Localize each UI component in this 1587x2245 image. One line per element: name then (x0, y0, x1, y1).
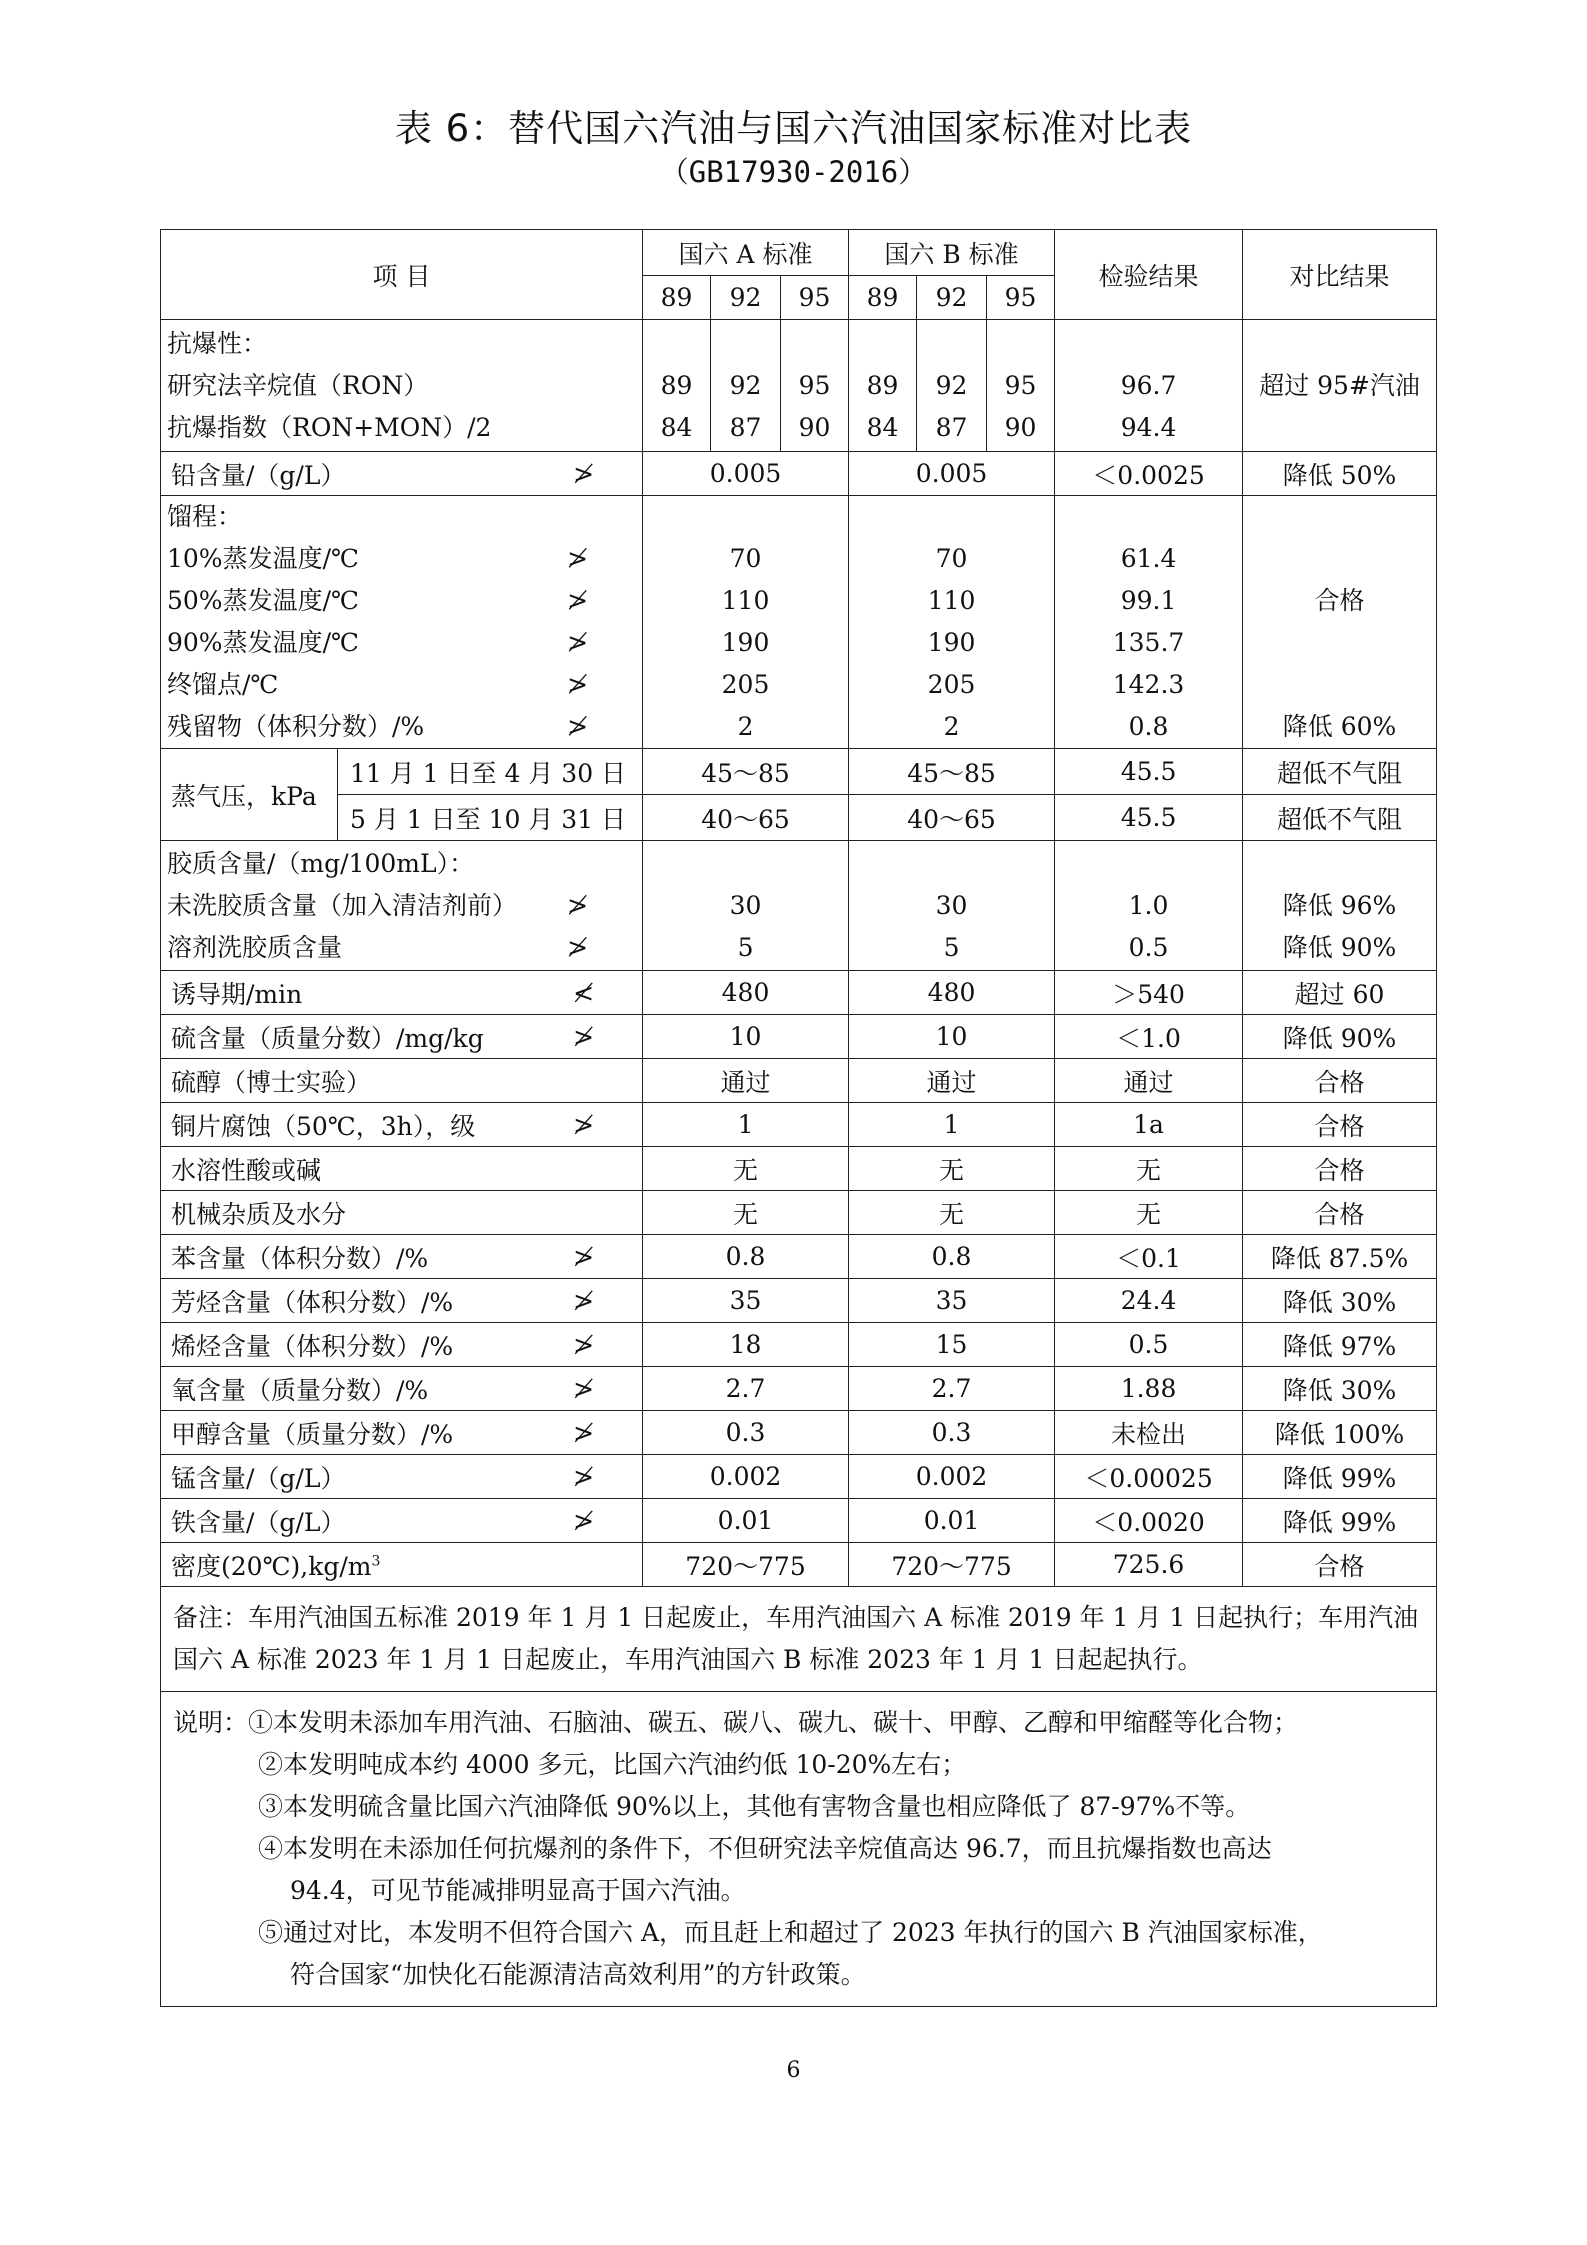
standard-b-cell: 10 (849, 1015, 1055, 1059)
antiknock-comparison: 超过 95#汽油 (1259, 370, 1420, 400)
lead-comparison: 降低 50% (1243, 452, 1437, 496)
table-row-label: 苯含量（体积分数）/% ≯ (161, 1235, 643, 1279)
result-cell: 未检出 (1055, 1411, 1243, 1455)
header-standard-b: 国六 B 标准 (849, 230, 1055, 276)
grade-cell: 89 (849, 276, 917, 320)
result-cell: 1.88 (1055, 1367, 1243, 1411)
vapor-label: 蒸气压，kPa (161, 749, 338, 841)
gum-standard-b: 30 5 (849, 841, 1055, 971)
comparison-cell: 降低 100% (1243, 1411, 1437, 1455)
not-greater-symbol: ≯ (567, 628, 589, 657)
lead-result: ＜0.0025 (1055, 452, 1243, 496)
result-cell: ＞540 (1055, 971, 1243, 1015)
header-item: 项 目 (161, 230, 643, 320)
table-row-label: 氧含量（质量分数）/% ≯ (161, 1367, 643, 1411)
lead-standard-b: 0.005 (849, 452, 1055, 496)
gum-comparison: 降低 96% 降低 90% (1243, 841, 1437, 971)
result-cell: ＜0.1 (1055, 1235, 1243, 1279)
result-cell: 1a (1055, 1103, 1243, 1147)
standard-a-cell: 0.3 (643, 1411, 849, 1455)
antiknock-heading: 抗爆性： (167, 328, 268, 358)
density-unit-superscript: 3 (371, 1553, 381, 1570)
not-greater-symbol: ≯ (573, 459, 595, 488)
standard-b-cell: 无 (849, 1191, 1055, 1235)
aki-value: 84 (660, 412, 693, 442)
aki-label: 抗爆指数（RON+MON）/2 (167, 412, 492, 442)
result-cell: 无 (1055, 1191, 1243, 1235)
result-cell: 通过 (1055, 1059, 1243, 1103)
gum-unwashed-label: 未洗胶质含量（加入清洁剂前） (167, 890, 518, 920)
density-label: 密度$(20℃),kg/m^3$ (161, 1543, 643, 1587)
document-title: 表 6：替代国六汽油与国六汽油国家标准对比表 (394, 107, 1193, 150)
vapor-standard-b: 45～85 (849, 749, 1055, 795)
notes-prefix: 说明： (173, 1708, 249, 1737)
standard-a-cell: 480 (643, 971, 849, 1015)
distillation-label-cell (161, 496, 643, 749)
comparison-cell: 降低 30% (1243, 1367, 1437, 1411)
note-item: 94.4，可见节能减排明显高于国六汽油。 (290, 1876, 746, 1905)
lead-standard-a: 0.005 (643, 452, 849, 496)
remark-cell: 备注：车用汽油国五标准 2019 年 1 月 1 日起废止，车用汽油国六 A 标准 2019 年 1 月 1 日起执行；车用汽油国六 A 标准 2023 年 1 月 1 日起废止，车用汽油国六 B 标准 2023 年 1 月 1 日起起执行。 (161, 1587, 1437, 1692)
result-cell: ＜1.0 (1055, 1015, 1243, 1059)
distillation-standard-b: 70 110 190 205 2 (849, 496, 1055, 749)
comparison-cell: 降低 97% (1243, 1323, 1437, 1367)
vapor-comparison: 超低不气阻 (1243, 795, 1437, 841)
not-greater-symbol: ≯ (567, 932, 589, 962)
ron-value: 95 (798, 370, 831, 400)
aki-value: 90 (798, 412, 831, 442)
standard-a-cell: 0.01 (643, 1499, 849, 1543)
page-number: 6 (786, 2058, 801, 2083)
grade-cell: 95 (987, 276, 1055, 320)
aki-result: 94.4 (1120, 412, 1177, 442)
ron-value: 89 (660, 370, 693, 400)
table-row-label: 硫醇（博士实验） (161, 1059, 643, 1103)
lead-label: 铅含量/（g/L） ≯ (161, 452, 643, 496)
aki-value: 84 (866, 412, 899, 442)
vapor-result: 45.5 (1055, 795, 1243, 841)
distillation-row-label: 10%蒸发温度/℃ (167, 544, 359, 573)
vapor-standard-a: 40～65 (643, 795, 849, 841)
standard-b-cell: 无 (849, 1147, 1055, 1191)
header-result: 检验结果 (1055, 230, 1243, 320)
standard-a-cell: 0.002 (643, 1455, 849, 1499)
vapor-period: 11 月 1 日至 4 月 30 日 (338, 749, 643, 795)
aki-value: 87 (935, 412, 968, 442)
not-greater-symbol: ≯ (567, 586, 589, 615)
table-row-label: 甲醇含量（质量分数）/% ≯ (161, 1411, 643, 1455)
standard-a-cell: 2.7 (643, 1367, 849, 1411)
comparison-cell: 降低 99% (1243, 1499, 1437, 1543)
ron-value: 92 (935, 370, 968, 400)
not-greater-symbol: ≯ (567, 890, 589, 920)
ron-label: 研究法辛烷值（RON） (167, 370, 429, 400)
aki-value: 90 (1004, 412, 1037, 442)
distillation-heading: 馏程： (167, 502, 243, 531)
vapor-standard-a: 45～85 (643, 749, 849, 795)
standard-a-cell: 通过 (643, 1059, 849, 1103)
standard-b-cell: 通过 (849, 1059, 1055, 1103)
not-less-symbol: ≮ (573, 978, 595, 1007)
comparison-cell: 合格 (1243, 1103, 1437, 1147)
distillation-comparison: 合格 降低 60% (1243, 496, 1437, 749)
ron-value: 89 (866, 370, 899, 400)
not-greater-symbol: ≯ (573, 1462, 595, 1491)
vapor-standard-b: 40～65 (849, 795, 1055, 841)
antiknock-label-cell (161, 320, 643, 452)
standard-b-cell: 35 (849, 1279, 1055, 1323)
standard-a-cell: 无 (643, 1147, 849, 1191)
table-row-label: 硫含量（质量分数）/mg/kg ≯ (161, 1015, 643, 1059)
standard-b-cell: 0.01 (849, 1499, 1055, 1543)
standard-a-cell: 1 (643, 1103, 849, 1147)
distillation-row-label: 50%蒸发温度/℃ (167, 586, 359, 615)
density-standard-b: 720～775 (849, 1543, 1055, 1587)
comparison-cell: 合格 (1243, 1191, 1437, 1235)
gum-results: 1.0 0.5 (1055, 841, 1243, 971)
ron-value: 95 (1004, 370, 1037, 400)
vapor-comparison: 超低不气阻 (1243, 749, 1437, 795)
standard-b-cell: 2.7 (849, 1367, 1055, 1411)
header-standard-a: 国六 A 标准 (643, 230, 849, 276)
not-greater-symbol: ≯ (573, 1506, 595, 1535)
note-item: 符合国家“加快化石能源清洁高效利用”的方针政策。 (290, 1960, 866, 1989)
standard-a-cell: 无 (643, 1191, 849, 1235)
standard-a-cell: 10 (643, 1015, 849, 1059)
comparison-cell: 合格 (1243, 1059, 1437, 1103)
table-row-label: 铜片腐蚀（50℃，3h），级 ≯ (161, 1103, 643, 1147)
result-cell: 0.5 (1055, 1323, 1243, 1367)
not-greater-symbol: ≯ (573, 1286, 595, 1315)
gum-solvent-label: 溶剂洗胶质含量 (167, 932, 343, 962)
gum-standard-a: 30 5 (643, 841, 849, 971)
note-item: ②本发明吨成本约 4000 多元，比国六汽油约低 10-20%左右； (258, 1750, 967, 1779)
standard-b-cell: 0.002 (849, 1455, 1055, 1499)
result-cell: ＜0.00025 (1055, 1455, 1243, 1499)
grade-cell: 92 (711, 276, 781, 320)
comparison-cell: 合格 (1243, 1147, 1437, 1191)
standard-a-cell: 18 (643, 1323, 849, 1367)
vapor-result: 45.5 (1055, 749, 1243, 795)
distillation-row-label: 残留物（体积分数）/% (167, 712, 425, 741)
notes-cell (161, 1692, 1437, 2007)
standard-b-cell: 0.8 (849, 1235, 1055, 1279)
distillation-row-label: 90%蒸发温度/℃ (167, 628, 359, 657)
table-row-label: 芳烃含量（体积分数）/% ≯ (161, 1279, 643, 1323)
density-result: 725.6 (1055, 1543, 1243, 1587)
ron-result: 96.7 (1120, 370, 1177, 400)
result-cell: ＜0.0020 (1055, 1499, 1243, 1543)
not-greater-symbol: ≯ (567, 544, 589, 573)
grade-cell: 89 (643, 276, 711, 320)
standard-b-cell: 1 (849, 1103, 1055, 1147)
document-subtitle: （GB17930-2016） (659, 155, 928, 189)
standard-a-cell: 35 (643, 1279, 849, 1323)
density-standard-a: 720～775 (643, 1543, 849, 1587)
table-row-label: 烯烃含量（体积分数）/% ≯ (161, 1323, 643, 1367)
gum-heading: 胶质含量/（mg/100mL）： (167, 848, 475, 878)
not-greater-symbol: ≯ (573, 1374, 595, 1403)
not-greater-symbol: ≯ (567, 712, 589, 741)
not-greater-symbol: ≯ (573, 1022, 595, 1051)
comparison-cell: 降低 30% (1243, 1279, 1437, 1323)
table-row-label: 诱导期/min ≮ (161, 971, 643, 1015)
note-item: ④本发明在未添加任何抗爆剂的条件下，不但研究法辛烷值高达 96.7，而且抗爆指数也高达 (258, 1834, 1272, 1863)
comparison-table (160, 229, 1437, 2007)
table-row-label: 铁含量/（g/L） ≯ (161, 1499, 643, 1543)
comparison-cell: 降低 99% (1243, 1455, 1437, 1499)
aki-value: 87 (729, 412, 762, 442)
grade-cell: 95 (781, 276, 849, 320)
not-greater-symbol: ≯ (573, 1330, 595, 1359)
grade-cell: 92 (917, 276, 987, 320)
not-greater-symbol: ≯ (573, 1418, 595, 1447)
comparison-cell: 降低 87.5% (1243, 1235, 1437, 1279)
standard-b-cell: 480 (849, 971, 1055, 1015)
distillation-row-label: 终馏点/℃ (167, 670, 279, 699)
vapor-period: 5 月 1 日至 10 月 31 日 (338, 795, 643, 841)
note-item: ①本发明未添加车用汽油、石脑油、碳五、碳八、碳九、碳十、甲醇、乙醇和甲缩醛等化合物； (248, 1708, 1299, 1737)
distillation-standard-a: 70 110 190 205 2 (643, 496, 849, 749)
standard-a-cell: 0.8 (643, 1235, 849, 1279)
standard-b-cell: 15 (849, 1323, 1055, 1367)
ron-value: 92 (729, 370, 762, 400)
comparison-cell: 超过 60 (1243, 971, 1437, 1015)
gum-label-cell (161, 841, 643, 971)
not-greater-symbol: ≯ (567, 670, 589, 699)
standard-b-cell: 0.3 (849, 1411, 1055, 1455)
comparison-cell: 降低 90% (1243, 1015, 1437, 1059)
result-cell: 24.4 (1055, 1279, 1243, 1323)
header-comparison: 对比结果 (1243, 230, 1437, 320)
not-greater-symbol: ≯ (573, 1242, 595, 1271)
not-greater-symbol: ≯ (573, 1110, 595, 1139)
result-cell: 无 (1055, 1147, 1243, 1191)
table-row-label: 水溶性酸或碱 (161, 1147, 643, 1191)
note-item: ③本发明硫含量比国六汽油降低 90%以上，其他有害物含量也相应降低了 87-97%不等。 (258, 1792, 1251, 1821)
table-row-label: 机械杂质及水分 (161, 1191, 643, 1235)
density-comparison: 合格 (1243, 1543, 1437, 1587)
distillation-results: 61.4 99.1 135.7 142.3 0.8 (1055, 496, 1243, 749)
table-row-label: 锰含量/（g/L） ≯ (161, 1455, 643, 1499)
note-item: ⑤通过对比，本发明不但符合国六 A，而且赶上和超过了 2023 年执行的国六 B 汽油国家标准， (258, 1918, 1323, 1947)
